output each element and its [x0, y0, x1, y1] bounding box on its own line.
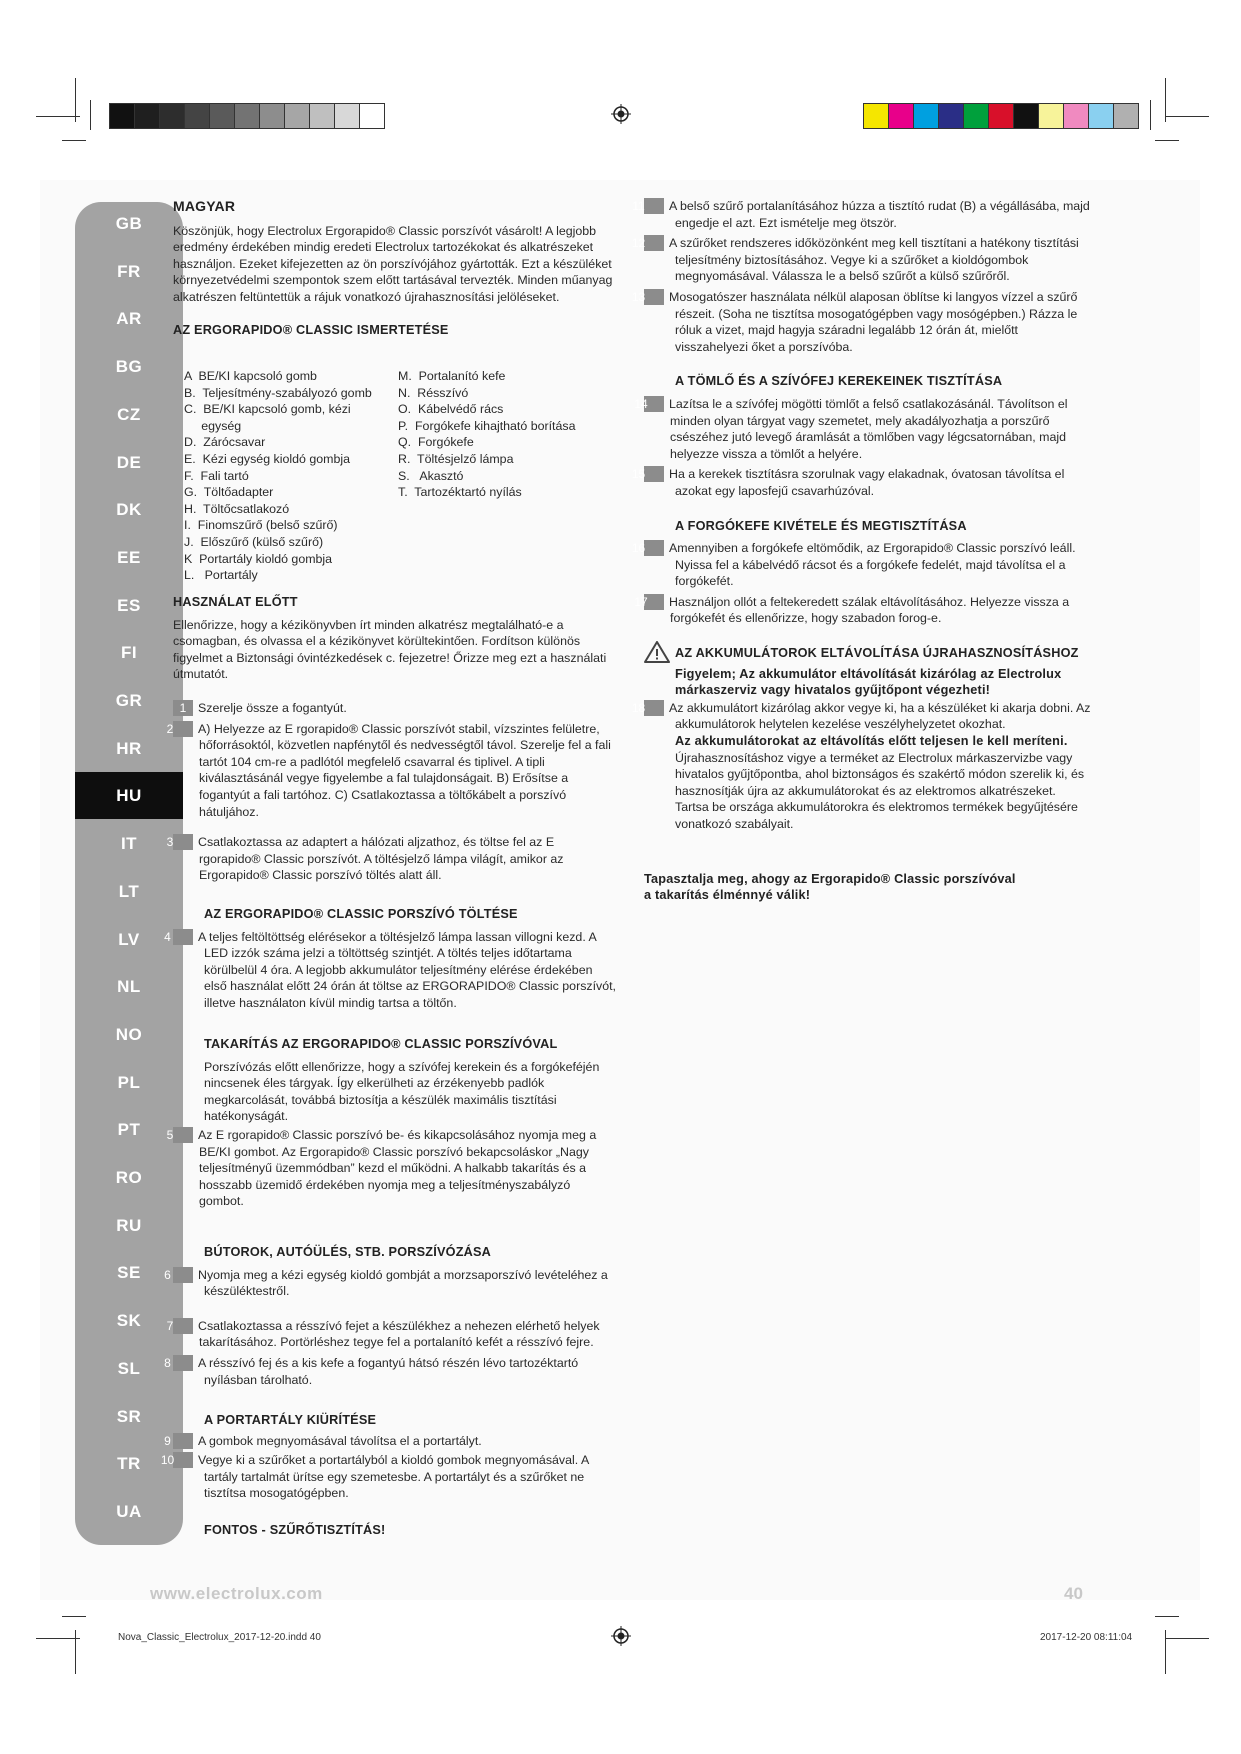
step-8: A résszívó fej és a kis kefe a fogantyú hátsó részén lévo tartozéktartó nyílásban tárolható. [198, 1355, 579, 1387]
step-10: Vegye ki a szűrőket a portartályból a kioldó gombok megnyomásával. A tartály tartalmát ürítse egy szemetesbe. A portartályt és a szűrőket ne tisztítsa mosogatógépben. [198, 1453, 589, 1501]
step-18-bold: Az akkumulátorokat az eltávolítás előtt teljesen le kell meríteni. [675, 734, 1068, 749]
language-tab-sk[interactable]: SK [116, 1311, 142, 1331]
charging-heading: AZ ERGORAPIDO® CLASSIC PORSZÍVÓ TÖLTÉSE [204, 907, 518, 921]
step-18-recycling: Újrahasznosításhoz vigye a terméket az Electrolux márkaszervizbe vagy hivatalos gyűjtőpontba, ahol biztonságos és szakértő módon szerelik ki, és hasznosítják újra az akkumulátorokat és az elektromos alkatrészeket. Tartsa be országa akkumulátorokra és elektromos termékek begyűjtésére vonatkozó szabályait. [675, 750, 1085, 831]
step-number: 5 [173, 1127, 193, 1143]
step-14: Lazítsa le a szívófej mögötti tömlőt a felső csatlakozásánál. Távolítson el minden olyan tárgyat vagy szemetet, mely akadályozhatja a porszűrő csészéhez jutó levegő áramlását a tömlőben vagy légcsatornában, majd helyezze vissza a tömlőt a helyére. [669, 396, 1068, 461]
step-number: 12 [644, 235, 664, 251]
language-tab-dk[interactable]: DK [116, 500, 142, 520]
language-tab-sr[interactable]: SR [116, 1406, 142, 1426]
before-heading: HASZNÁLAT ELŐTT [173, 595, 298, 609]
language-tab-ee[interactable]: EE [117, 547, 141, 567]
gray-swatch [210, 104, 235, 128]
step-6: Nyomja meg a kézi egység kioldó gombját a morzsaporszívó levételéhez a készüléktestről. [198, 1267, 608, 1299]
part-item: I. Finomszűrő (belső szűrő) [184, 518, 338, 533]
step-1: Szerelje össze a fogantyút. [198, 701, 347, 715]
furniture-heading: BÚTOROK, AUTÓÜLÉS, STB. PORSZÍVÓZÁSA [204, 1245, 492, 1259]
step-number: 1 [173, 700, 193, 716]
language-tab-es[interactable]: ES [117, 595, 141, 615]
color-swatch [1014, 104, 1039, 128]
step-16: Amennyiben a forgókefe eltömődik, az Ergorapido® Classic porszívó leáll. Nyissa fel a kábelvédő rácsot és a forgókefe fedelét, majd távolítsa el a forgókefét. [669, 541, 1076, 589]
language-tab-se[interactable]: SE [117, 1263, 141, 1283]
before-use-section [173, 594, 613, 683]
step-18-text: Az akkumulátort kizárólag akkor vegye ki, ha a készüléket ki akarja dobni. Az akkumulátorok helytelen kezelése veszélyhelyzetet okozhat. [669, 700, 1091, 732]
empty-heading: A PORTARTÁLY KIÜRÍTÉSE [204, 1413, 377, 1427]
crop-mark [1165, 116, 1209, 117]
step-number: 16 [644, 540, 664, 556]
part-item: F. Fali tartó [184, 468, 249, 483]
language-tab-lt[interactable]: LT [118, 881, 140, 901]
crop-mark [1155, 140, 1179, 141]
right-column [631, 198, 1091, 904]
part-item: E. Kézi egység kioldó gombja [184, 451, 350, 466]
step-3: Csatlakoztassa az adaptert a hálózati aljzathoz, és töltse fel az E rgorapido® Classic porszívót. A töltésjelző lámpa világít, amikor az Ergorapido® Classic porszívó töltés alatt áll. [198, 835, 564, 883]
step-number: 10 [173, 1452, 193, 1468]
parts-list-b [398, 368, 628, 501]
color-swatch [889, 104, 914, 128]
step-number: 17 [644, 594, 664, 610]
part-item: O. Kábelvédő rács [398, 402, 504, 417]
step-11: A belső szűrő portalanításához húzza a tisztító rudat (B) a végállásába, majd engedje el azt. Ezt ismételje meg ötször. [669, 199, 1090, 230]
part-item: A BE/KI kapcsoló gomb [184, 369, 317, 383]
part-item: H. Töltőcsatlakozó [184, 501, 290, 516]
language-tab-fr[interactable]: FR [117, 261, 141, 281]
step-number: 14 [644, 396, 664, 412]
step-number: 15 [644, 466, 664, 482]
step-number: 4 [173, 929, 193, 945]
step-5: Az E rgorapido® Classic porszívó be- és kikapcsolásához nyomja meg a BE/KI gombot. Az Ergorapido® Classic porszívó bekapcsoláskor „Nagy teljesítményű üzemmódban” kezd el működni. A halkabb takarítás és a hosszabb üzemidő érdekében nyomja meg a teljesítményszabályzó gombot. [198, 1127, 597, 1209]
charging-section [164, 906, 618, 1012]
step-number: 13 [644, 289, 664, 305]
gray-swatch [235, 104, 260, 128]
part-item: K Portartály kioldó gombja [184, 551, 333, 566]
language-tab-nl[interactable]: NL [117, 977, 141, 997]
parts-heading: AZ ERGORAPIDO® CLASSIC ISMERTETÉSE [173, 322, 449, 337]
part-item: D. Zárócsavar [184, 435, 266, 450]
closing-text: Tapasztalja meg, ahogy az Ergorapido® Classic porszívóval a takarítás élménnyé válik! [644, 871, 1016, 903]
language-tab-gb[interactable]: GB [115, 214, 143, 233]
cleaning-heading: TAKARÍTÁS AZ ERGORAPIDO® CLASSIC PORSZÍVÓVAL [204, 1037, 558, 1051]
step-number: 2 [173, 721, 193, 737]
language-tab-pl[interactable]: PL [117, 1072, 141, 1092]
color-swatch [1114, 104, 1138, 128]
language-tab-ro[interactable]: RO [115, 1168, 143, 1187]
color-swatch [989, 104, 1014, 128]
slug-date: 2017-12-20 08:11:04 [1040, 1632, 1133, 1643]
crop-mark [1165, 1630, 1166, 1674]
color-swatch [1089, 104, 1114, 128]
step-4: A teljes feltöltöttség elérésekor a töltésjelző lámpa lassan villogni kezd. A LED izzók száma jelzi a töltöttség szintjét. A töltés teljes időtartama körülbelül 4 óra. A legjobb akkumulátor teljesítmény elérése érdekében első használat előtt 24 órán át töltse az ERGORAPIDO® Classic porszívót, illetve használaton kívül mindig tartsa a töltőn. [198, 929, 617, 1010]
crop-mark [90, 100, 91, 130]
language-tab-bg[interactable]: BG [115, 357, 143, 377]
language-tab-ua[interactable]: UA [116, 1501, 142, 1521]
gray-swatch [285, 104, 310, 128]
gray-swatch [335, 104, 360, 128]
gray-swatch [110, 104, 135, 128]
brush-heading: A FORGÓKEFE KIVÉTELE ÉS MEGTISZTÍTÁSA [675, 518, 967, 533]
battery-warning: Figyelem; Az akkumulátor eltávolítását kizárólag az Electrolux márkaszerviz vagy hivatalos gyűjtőpont végezheti! [675, 666, 1062, 698]
language-tab-lv[interactable]: LV [118, 929, 140, 949]
language-tab-ru[interactable]: RU [116, 1215, 142, 1235]
part-item: R. Töltésjelző lámpa [398, 451, 514, 466]
parts-list-a [184, 368, 396, 584]
part-item: S. Akasztó [398, 468, 464, 483]
step-7: Csatlakoztassa a résszívó fejet a készülékhez a nehezen elérhető helyek takarításához. Portörléshez tegye fel a portalanító kefét a résszívó fejre. [198, 1318, 600, 1350]
color-swatch [864, 104, 889, 128]
color-swatch [964, 104, 989, 128]
gray-calibration-bar [109, 103, 385, 129]
gray-swatch [260, 104, 285, 128]
part-item: L. Portartály [184, 568, 258, 583]
part-item: J. Előszűrő (külső szűrő) [184, 534, 324, 549]
language-tab-tr[interactable]: TR [117, 1454, 141, 1474]
gray-swatch [160, 104, 185, 128]
hose-heading: A TÖMLŐ ÉS A SZÍVÓFEJ KEREKEINEK TISZTÍTÁSA [675, 374, 1003, 389]
step-number: 8 [173, 1355, 193, 1371]
page-title: MAGYAR [173, 198, 236, 214]
crop-mark [36, 1638, 80, 1639]
color-swatch [939, 104, 964, 128]
step-number: 3 [173, 834, 193, 850]
color-swatch [1039, 104, 1064, 128]
part-item: Q. Forgókefe [398, 435, 474, 450]
before-text: Ellenőrizze, hogy a kézikönyvben írt minden alkatrész megtalálható-e a csomagban, és olvassa el a kézikönyvet körültekintően. Fordítson különös figyelmet a Biztonsági óvintézkedések c. fejezetre! Őrizze meg ezt a használati útmutatót. [173, 617, 607, 682]
step-2: A) Helyezze az E rgorapido® Classic porszívót stabil, vízszintes felületre, hőforrásoktól, közvetlen napfénytől és nedvességtől távol. Szerelje fel a fali tartót 104 cm-re a padlótól megfelelő csavarral és tiplivel. A tipli kiválasztásánál vegye figyelembe a fal tulajdonságait. B) Erősítse a fogantyút a fali tartóhoz. C) Csatlakoztassa a töltőkábelt a porszívó hátuljához. [198, 721, 611, 819]
registration-target-icon [611, 1626, 631, 1646]
color-swatch [914, 104, 939, 128]
crop-mark [75, 1630, 76, 1674]
language-tab-gr[interactable]: GR [115, 691, 143, 710]
step-13: Mosogatószer használata nélkül alaposan öblítse ki langyos vízzel a szűrő részeit. (Soha ne tisztítsa mosogatógépben vagy mosógépben.) Rázza le róluk a vizet, majd hagyja száradni legalább 12 órán át, mielőtt visszahelyezi őket a porszívóba. [669, 289, 1078, 354]
step-number: 6 [173, 1267, 193, 1283]
crop-mark [62, 140, 86, 141]
language-tab-hu[interactable]: HU [75, 772, 183, 819]
language-tab-pt[interactable]: PT [117, 1120, 141, 1140]
gray-swatch [185, 104, 210, 128]
step-15: Ha a kerekek tisztításra szorulnak vagy elakadnak, óvatosan távolítsa el azokat egy laposfejű csavarhúzóval. [669, 467, 1065, 498]
registration-target-icon [611, 104, 631, 124]
gray-swatch [360, 104, 384, 128]
part-item: C. BE/KI kapcsoló gomb, kézi [184, 402, 351, 417]
crop-mark [36, 116, 80, 117]
part-item: P. Forgókefe kihajtható borítása [398, 418, 576, 433]
language-tab-cz[interactable]: CZ [117, 404, 141, 424]
color-calibration-bar [863, 103, 1139, 129]
step-number: 11 [644, 198, 664, 214]
left-column [173, 198, 613, 338]
crop-mark [62, 1616, 86, 1617]
language-tab-de[interactable]: DE [116, 452, 142, 472]
slug-filename: Nova_Classic_Electrolux_2017-12-20.indd 40 [118, 1632, 321, 1643]
color-swatch [1064, 104, 1089, 128]
language-tab-hr[interactable]: HR [116, 738, 142, 758]
steps-1-3 [166, 700, 618, 884]
crop-mark [1155, 1616, 1179, 1617]
step-12: A szűrőket rendszeres időközönként meg kell tisztítani a hatékony tisztítási teljesítmény biztosításához. Vegye ki a szűrőket a kioldógombok megnyomásával. Válassza le a belső szűrőt a külső szűrőről. [669, 236, 1079, 284]
gray-swatch [135, 104, 160, 128]
step-number: 18 [644, 700, 664, 716]
language-tab-no[interactable]: NO [115, 1024, 143, 1044]
part-item: T. Tartozéktartó nyílás [398, 485, 522, 500]
page-number: 40 [1064, 1584, 1083, 1603]
language-tab-sl[interactable]: SL [117, 1358, 141, 1378]
warning-icon [644, 641, 670, 663]
furniture-section [164, 1244, 618, 1388]
cleaning-text: Porszívózás előtt ellenőrizze, hogy a szívófej kerekein és a forgókeféjén nincsenek éles tárgyak. Így elkerülheti az érzékenyebb padlók megkarcolását, továbbá biztosítja a készülék maximális tisztítási hatékonyságát. [204, 1059, 600, 1124]
crop-mark [1150, 100, 1151, 130]
battery-heading: AZ AKKUMULÁTOROK ELTÁVOLÍTÁSA ÚJRAHASZNOSÍTÁSHOZ [675, 646, 1079, 661]
filter-heading: FONTOS - SZŰRŐTISZTÍTÁS! [204, 1522, 386, 1537]
part-item: N. Résszívó [398, 385, 469, 400]
part-item: M. Portalanító kefe [398, 369, 506, 383]
part-item: egység [184, 418, 242, 433]
empty-bin-section [160, 1412, 618, 1539]
intro-text: Köszönjük, hogy Electrolux Ergorapido® Classic porszívót vásárolt! A legjobb eredmény érdekében mindig eredeti Electrolux tartozékokat és alkatrészeket használjon. Ezeket kifejezetten az ön porszívójához gyártották. Ezt a készüléket környezetvédelmi szempontok szem előtt tartásával tervezték. Minden műanyag alkatrészen feltüntettük a rájuk vonatkozó újrahasznosítási jelöléseket. [173, 223, 613, 304]
language-tab-ar[interactable]: AR [116, 309, 142, 329]
language-tab-fi[interactable]: FI [120, 643, 138, 663]
cleaning-section [166, 1036, 618, 1210]
part-item: B. Teljesítmény-szabályozó gomb [184, 385, 372, 400]
step-number: 7 [173, 1318, 193, 1334]
battery-heading-row [644, 645, 1091, 662]
language-tab-it[interactable]: IT [120, 834, 138, 854]
step-number: 9 [173, 1433, 193, 1449]
gray-swatch [310, 104, 335, 128]
step-17: Használjon ollót a feltekeredett szálak eltávolításához. Helyezze vissza a forgókefét és ellenőrizze, hogy szabadon forog-e. [669, 594, 1070, 626]
part-item: G. Töltőadapter [184, 485, 274, 500]
step-9: A gombok megnyomásával távolítsa el a portartályt. [198, 1433, 482, 1448]
crop-mark [1165, 1638, 1209, 1639]
footer-url[interactable]: www.electrolux.com [150, 1584, 323, 1603]
